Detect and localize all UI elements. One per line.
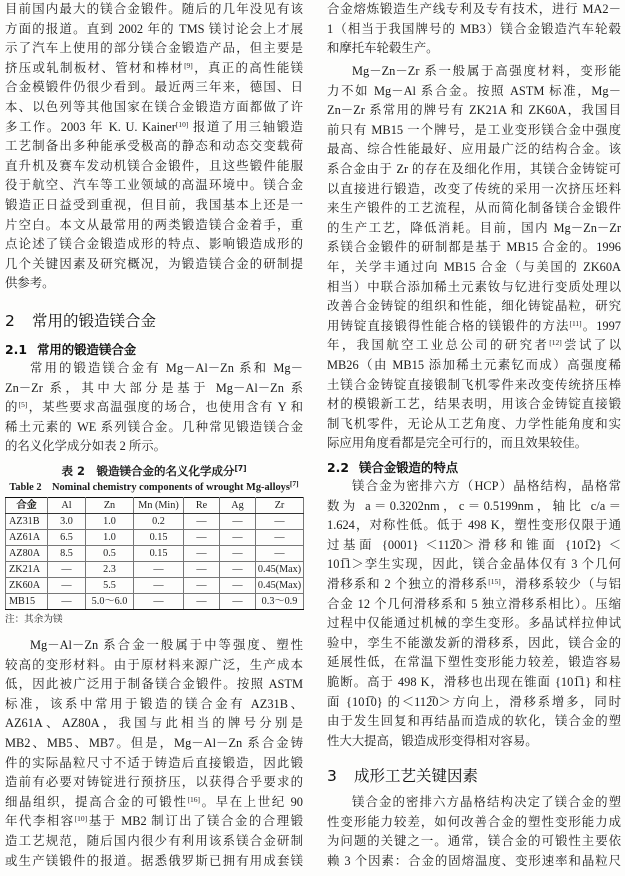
text-line: 锻造正日益受到重视，但目前，我国基本上还是一 — [5, 197, 303, 212]
text-line: 土镁合金铸锭直接锻制飞机零件来改变传统挤压棒 — [327, 377, 621, 392]
table-cell: — — [220, 578, 256, 594]
table-cell: 1.0 — [86, 514, 134, 530]
text-line: 1.624，对称性低。低于 498 K，塑性变形仅限于通 — [327, 518, 621, 533]
subsection-heading — [5, 340, 303, 359]
table-cell: — — [184, 530, 220, 546]
section-title: 常用的锻造镁合金 — [32, 312, 157, 330]
text-line: 件的实际晶粒尺寸不适于铸造后直接锻造，因此锻 — [5, 755, 303, 770]
table-cell: 5.5 — [86, 578, 134, 594]
table-cell: — — [184, 546, 220, 562]
table-head — [6, 498, 304, 514]
text-line: 力不如 Mg－Al 系合金。按照 ASTM 标准，Mg－ — [327, 83, 621, 98]
text-line: MB2、MB5、MB7。但是，Mg－Al－Zn 系合金铸 — [5, 735, 303, 750]
table-row — [6, 578, 304, 594]
text-line: 本、以色列等其他国家在镁合金锻造方面都做了许 — [5, 99, 303, 114]
text-line: 直升机及赛车发动机镁合金锻件，且这些锻件能服 — [5, 158, 303, 173]
paragraph — [327, 62, 621, 454]
text-line: 数为 a＝0.3202nm，c＝0.5199nm，轴比 c/a＝ — [327, 498, 621, 513]
table-cell: — — [220, 546, 256, 562]
table-row — [6, 514, 304, 530]
table-header-cell: Zr — [256, 498, 304, 514]
subsection-title: 常用的锻造镁合金 — [37, 342, 137, 357]
paragraph — [327, 793, 621, 871]
table-row — [6, 530, 304, 546]
table-cell: — — [134, 578, 184, 594]
table-cell: — — [184, 594, 220, 610]
text-line: 滑移系和 2 个独立的滑移系[15]，滑移系较少（与铝 — [327, 576, 622, 591]
subsection-number: 2.2 — [327, 460, 349, 475]
text-line: 材的模锻新工艺，结果表明，用该合金铸锭直接锻 — [327, 397, 621, 412]
text-line: 工艺制备出多种能承受极高的静态和动态交变载荷 — [5, 139, 303, 154]
text-line: 年，我国航空工业总公司的研究者[12]尝试了以 — [327, 338, 622, 353]
text-line: 性大大提高，锻造成形变得相对容易。 — [327, 733, 538, 748]
text-line: 赖 3 个因素：合金的固熔温度、变形速率和晶粒尺 — [327, 853, 621, 868]
table-row — [6, 594, 304, 610]
text-line: 过基面 {0001} ＜112̅0＞滑移和锥面 {101̅2} ＜ — [327, 537, 621, 552]
subsection-heading — [327, 458, 621, 477]
table-cell: 2.3 — [86, 562, 134, 578]
table-cell: 1.0 — [86, 530, 134, 546]
table-cell: 0.5 — [86, 546, 134, 562]
table-cell: 0.45(Max) — [256, 578, 304, 594]
text-line: 以直接进行锻造，改变了传统的采用一次挤压坯料 — [327, 181, 621, 196]
citation-ref: [5] — [18, 400, 28, 410]
text-line: 来生产锻件的工艺流程，从而简化制备镁合金锻件 — [327, 201, 621, 216]
citation-ref: [7] — [289, 479, 299, 488]
text-line: 用铸锭直接锻得性能合格的镁锻件的方法[11]。1997 — [327, 318, 622, 333]
text-line: 标准，该系中常用于锻造的镁合金有 AZ31B、 — [5, 696, 303, 711]
table-cell: — — [256, 530, 304, 546]
text-line: 相当）中联合添加稀土元素钕与钇进行变质处理以 — [327, 279, 621, 294]
text-line: 年，关学丰通过向 MB15 合金（与美国的 ZK60A — [327, 259, 621, 274]
table-header-cell: Al — [48, 498, 86, 514]
text-line: 合金 12 个几何滑移系和 5 独立滑移系相比）。压缩 — [327, 596, 621, 611]
text-line: 脆断。高于 498 K，滑移也出现在锥面 {101̅1} 和柱 — [327, 674, 621, 689]
citation-ref: [15] — [488, 576, 501, 586]
text-line: 目前国内最大的镁合金锻件。随后的几年没见有该 — [5, 2, 303, 16]
section-number: 2 — [5, 312, 15, 330]
text-line: 系镁合金锻件的研制都是基于 MB15 合金的。1996 — [327, 240, 621, 255]
table-cell: 5.0～6.0 — [86, 594, 134, 610]
table-caption-cn: 表 2 锻造镁合金的名义化学成分[7] — [61, 464, 247, 478]
text-line: 合金熔炼锻造生产线专利及专有技术，进行 MA2－ — [327, 2, 621, 16]
section-number: 3 — [327, 767, 337, 785]
alloy-name-cell: MB15 — [6, 594, 48, 610]
text-line: Zn－Zr 系常用的牌号有 ZK21A 和 ZK60A，我国目 — [327, 103, 621, 118]
subsection-number: 2.1 — [5, 342, 27, 357]
table-cell: 8.5 — [48, 546, 86, 562]
text-line: 过程中仅能通过机械的孪生变形。多晶试样拉伸试 — [327, 616, 621, 631]
text-line: 和摩托车轮毂生产。 — [327, 41, 439, 56]
text-line: 改善合金铸锭的组织和性能，细化铸锭晶粒，研究 — [327, 299, 621, 314]
table-cell: — — [256, 546, 304, 562]
paragraph — [5, 636, 303, 871]
section-heading — [327, 765, 621, 787]
table-cell: — — [220, 562, 256, 578]
text-line: 最高、综合性能最好、应用最广泛的结构合金。该 — [327, 142, 621, 157]
table-header-cell: 合金 — [6, 498, 48, 514]
citation-ref: [10] — [175, 119, 189, 129]
text-line: 供参考。 — [5, 276, 55, 291]
table-cell: — — [134, 562, 184, 578]
text-line: 系合金由于 Zr 的存在及细化作用，其镁合金铸锭可 — [327, 161, 621, 176]
composition-table — [5, 497, 304, 610]
table-cell: — — [184, 578, 220, 594]
text-line: 多工作。2003 年 K. U. Kainer[10] 报道了用三轴锻造 — [5, 119, 303, 134]
text-line: 方面的报道。直到 2002 年的 TMS 镁讨论会上才展 — [5, 21, 303, 36]
table-wrapper — [5, 497, 303, 610]
alloy-name-cell: ZK21A — [6, 562, 48, 578]
table-cell: — — [256, 514, 304, 530]
text-line: 镁合金的密排六方晶格结构决定了镁合金的塑 — [352, 795, 621, 809]
text-line: 挤压或轧制板材、管材和棒材[9]，真正的高性能镁 — [5, 60, 304, 75]
paragraph — [5, 0, 303, 294]
text-line: 造前有必要对铸锭进行预挤压，以获得合乎要求的 — [5, 775, 303, 790]
table-header-cell: Re — [184, 498, 220, 514]
text-line: 延展性低，在常温下塑性变形能力较差，锻造容易 — [327, 655, 621, 670]
table-cell: — — [184, 562, 220, 578]
alloy-name-cell: AZ31B — [6, 514, 48, 530]
table-cell: — — [48, 578, 86, 594]
table-cell: 0.15 — [134, 530, 184, 546]
table-cell: — — [184, 514, 220, 530]
table-row — [6, 562, 304, 578]
text-line: 低，因此被广泛用于制备镁合金锻件。按照 ASTM — [5, 677, 303, 692]
text-line: 验中，孪生不能激发新的滑移系，因此，镁合金的 — [327, 635, 621, 650]
table-cell: 6.5 — [48, 530, 86, 546]
text-line: 的[5]，某些要求高温强度的场合，也使用含有 Y 和 — [5, 400, 303, 415]
paragraph — [327, 477, 621, 751]
table-cell: — — [48, 562, 86, 578]
text-line: 际应用角度看都是完全可行的，而且效果较佳。 — [327, 436, 588, 451]
text-line: 合金模锻件仍很少看到。最近两三年来，德国、日 — [5, 80, 303, 95]
text-line: 年代李相容[10]基于 MB2 制订出了镁合金的合理锻 — [5, 814, 303, 829]
table-body — [6, 514, 304, 610]
alloy-name-cell: ZK60A — [6, 578, 48, 594]
table-caption-en: Table 2 Nominal chemistry components of wrought Mg-alloys[7] — [9, 479, 299, 493]
text-line: 稀土元素的 WE 系列镁合金。几种常见锻造镁合金 — [5, 419, 303, 434]
text-line: 点论述了镁合金锻造成形的特点、影响锻造成形的 — [5, 237, 303, 252]
table-cell: 3.0 — [48, 514, 86, 530]
table-cell: — — [48, 594, 86, 610]
text-line: 制飞机零件，无论从工艺角度、力学性能角度和实 — [327, 416, 621, 431]
citation-ref: [12] — [549, 338, 562, 348]
text-line: Zn－Zr 系，其中大部分是基于 Mg－Al－Zn 系 — [5, 380, 303, 395]
alloy-name-cell: AZ80A — [6, 546, 48, 562]
text-line: 片空白。本文从最常用的两类锻造镁合金着手，重 — [5, 217, 303, 232]
text-line: Mg－Al－Zn 系合金一般属于中等强度、塑性 — [30, 638, 303, 652]
citation-ref: [11] — [569, 318, 582, 328]
citation-ref: [7] — [234, 464, 247, 473]
text-line: 101̅1＞孪生实现，因此，镁合金晶体仅有 3 个几何 — [327, 557, 621, 572]
table-cell: — — [220, 514, 256, 530]
text-line: AZ61A、AZ80A，我国与此相当的牌号分别是 — [5, 716, 303, 731]
subsection-title: 镁合金锻造的特点 — [359, 460, 459, 475]
text-line: MB26（由 MB15 添加稀土元素钇而成）高强度稀 — [327, 357, 621, 372]
text-line: 较高的变形材料。由于原材料来源广泛，生产成本 — [5, 657, 303, 672]
text-line: 性变形能力较差，如何改善合金的塑性变形能力成 — [327, 814, 621, 829]
text-line: 镁合金为密排六方（HCP）晶格结构，晶格常 — [352, 479, 621, 493]
text-line: 常用的锻造镁合金有 Mg－Al－Zn 系和 Mg－ — [30, 361, 303, 375]
table-cell: 0.45(Max) — [256, 562, 304, 578]
text-line: 前只有 MB15 一个牌号，是工业变形镁合金中强度 — [327, 122, 621, 137]
paragraph — [327, 0, 621, 59]
text-line: 细晶组织，提高合金的可锻性[16]。早在上世纪 90 — [5, 794, 303, 809]
text-line: 役于航空、汽车等工业领域的高温环境中。镁合金 — [5, 178, 303, 193]
table-cell: 0.3～0.9 — [256, 594, 304, 610]
table-cell: — — [220, 594, 256, 610]
table-cell: — — [134, 594, 184, 610]
paragraph — [5, 359, 303, 457]
text-line: 造工艺规范，随后国内很少有利用该系镁合金研制 — [5, 833, 303, 848]
table-header-cell: Ag — [220, 498, 256, 514]
alloy-name-cell: AZ61A — [6, 530, 48, 546]
text-line: 面 {101̅0} 的＜112̅0＞方向上，滑移系增多，同时 — [327, 694, 621, 709]
table-row — [6, 546, 304, 562]
table-header-cell: Mn (Min) — [134, 498, 184, 514]
text-line: 或生产镁锻件的报道。据悉俄罗斯已拥有用成套镁 — [5, 853, 303, 868]
table-note: 注：其余为镁 — [5, 614, 63, 625]
citation-ref: [9] — [184, 60, 193, 70]
text-line: 几个关键因素及研究概况，为锻造镁合金的研制提 — [5, 256, 303, 271]
text-line: 示了汽车上使用的部分镁合金锻造产品，但主要是 — [5, 41, 303, 56]
table-cell: — — [220, 530, 256, 546]
text-line: 的名义化学成分如表 2 所示。 — [5, 439, 167, 454]
citation-ref: [16] — [187, 794, 200, 804]
section-heading — [5, 310, 303, 332]
table-cell: 0.2 — [134, 514, 184, 530]
text-line: 1（相当于我国牌号的 MB3）镁合金锻造汽车轮毂 — [327, 21, 621, 36]
text-line: Mg－Zn－Zr 系一般属于高强度材料，变形能 — [352, 64, 621, 78]
text-line: 由于发生回复和再结晶而造成的软化，镁合金的塑 — [327, 714, 621, 729]
citation-ref: [10] — [74, 814, 88, 824]
text-line: 的生产工艺，降低消耗。目前，国内 Mg－Zn－Zr — [327, 220, 621, 235]
text-line: 为问题的关键之一。通常，镁合金的可锻性主要依 — [327, 834, 621, 849]
table-header-cell: Zn — [86, 498, 134, 514]
table-header-row — [6, 498, 304, 514]
section-title: 成形工艺关键因素 — [354, 767, 479, 785]
table-cell: 0.15 — [134, 546, 184, 562]
